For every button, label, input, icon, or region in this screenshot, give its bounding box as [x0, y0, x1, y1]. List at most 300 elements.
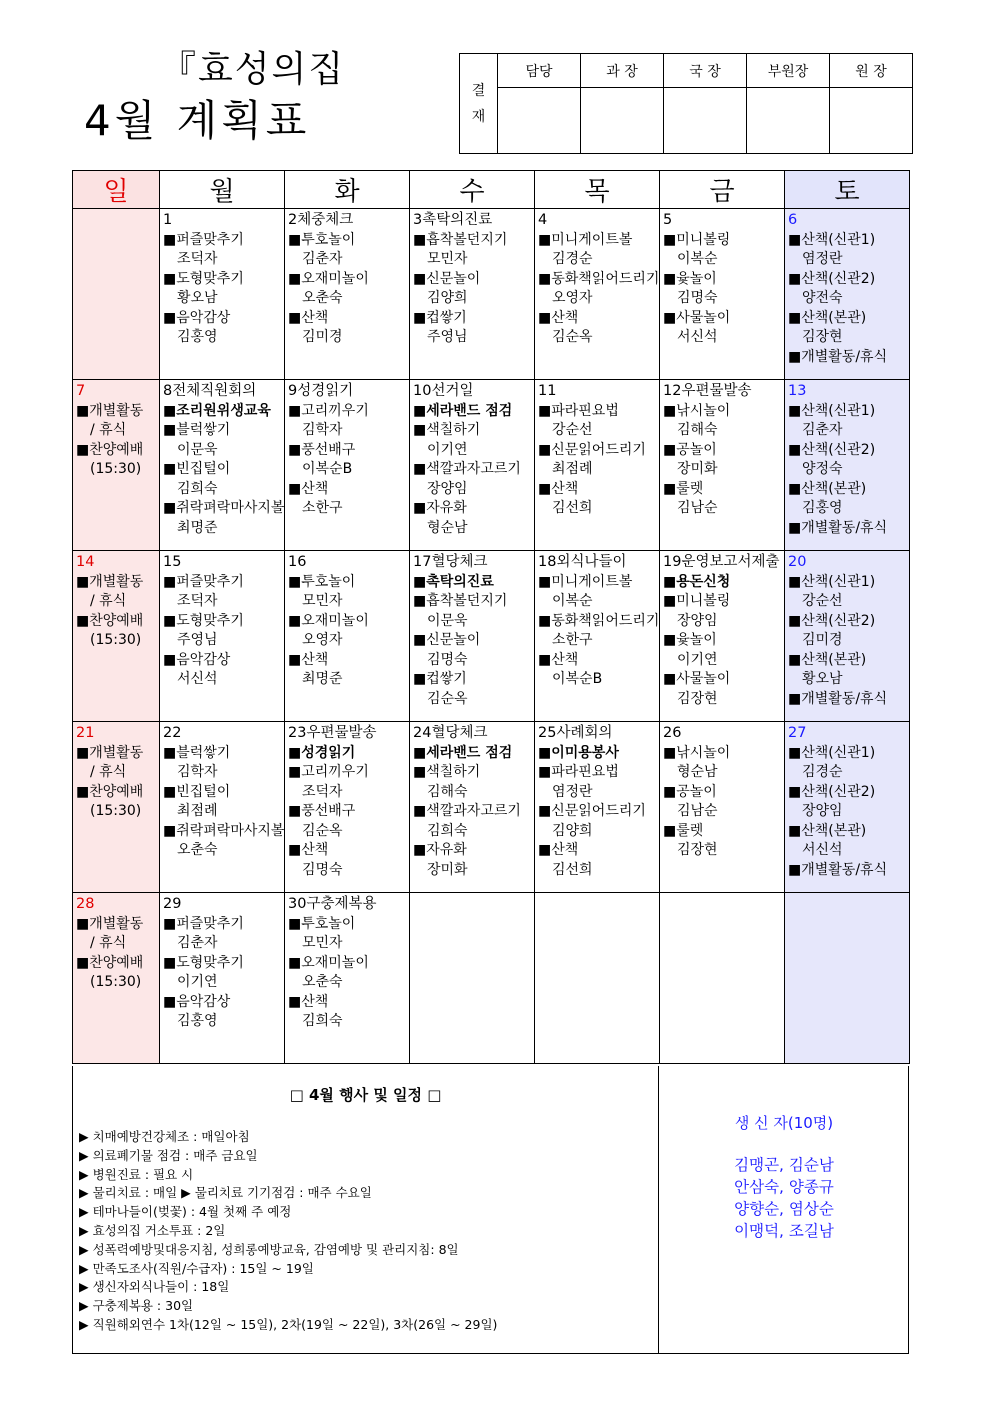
day-cell-content	[535, 380, 659, 519]
activity-assignee: 김순옥	[427, 690, 468, 707]
activity-item: ■쥐락펴락마사지볼	[163, 500, 284, 516]
day-cell	[535, 722, 660, 893]
activity-assignee: 모민자	[427, 251, 468, 267]
day-number: 30구충제복용	[288, 896, 377, 912]
day-cell	[160, 380, 285, 551]
event-item: ▶ 의료폐기물 점검 : 매주 금요일	[79, 1147, 258, 1163]
activity-assignee: 강순선	[802, 593, 843, 609]
activity-item: ■투호놀이	[288, 573, 356, 590]
activity-item: ■산책(신관1)	[788, 744, 876, 761]
birthday-list	[659, 1154, 909, 1242]
day-cell-content	[73, 380, 159, 480]
activity-item: ■흡착볼던지기	[413, 593, 508, 609]
events-panel	[73, 1066, 659, 1353]
approval-sign-box	[830, 88, 913, 154]
approval-sign-box	[581, 88, 664, 154]
day-cell	[410, 380, 535, 551]
approval-sign-box	[498, 88, 581, 154]
day-special-event: ■세라밴드 점검	[413, 402, 513, 419]
day-number: 6	[788, 212, 798, 228]
event-item: ▶ 병원진료 : 필요 시	[79, 1166, 194, 1182]
activity-note: (15:30)	[90, 461, 142, 477]
activity-item: ■산책	[538, 651, 579, 668]
activity-item: ■낚시놀이	[663, 744, 731, 761]
day-number: 10선거일	[413, 383, 474, 399]
activity-item: ■산책(신관1)	[788, 231, 876, 248]
calendar-table	[72, 170, 910, 1064]
activity-item: ■투호놀이	[288, 231, 356, 248]
activity-item: ■도형맞추기	[163, 954, 244, 971]
day-cell-content	[285, 722, 409, 880]
activity-item: ■블럭쌓기	[163, 744, 231, 761]
day-cell-content	[73, 893, 159, 993]
activity-item: ■미니볼링	[663, 231, 731, 248]
day-number: 14	[76, 554, 95, 570]
day-number: 15	[163, 554, 182, 570]
activity-item: ■산책(본관)	[788, 480, 867, 497]
activity-item: ■산책	[288, 309, 329, 326]
activity-item: ■퍼즐맞추기	[163, 231, 244, 248]
activity-item: ■파라핀요법	[538, 402, 619, 419]
activity-assignee: 김춘자	[177, 935, 218, 951]
activity-assignee: 장양임	[427, 480, 468, 497]
activity-assignee: 염정란	[802, 251, 843, 267]
day-cell	[410, 551, 535, 722]
day-number: 13	[788, 383, 807, 399]
day-cell-content	[410, 551, 534, 709]
day-cell-content	[535, 893, 659, 895]
day-special-event: ■용돈신청	[663, 573, 731, 590]
activity-assignee: 김장현	[677, 842, 718, 858]
activity-assignee: 김명숙	[302, 861, 343, 878]
approval-table	[459, 53, 913, 154]
activity-item: ■공놀이	[663, 783, 717, 800]
day-number: 17혈당체크	[413, 554, 488, 570]
activity-item: ■빈집털이	[163, 461, 231, 477]
activity-assignee: 최명준	[302, 671, 343, 687]
birthday-line: 김맹곤, 김순남	[734, 1156, 834, 1174]
activity-note: (15:30)	[90, 803, 142, 819]
day-number: 28	[76, 896, 95, 912]
day-number: 19운영보고서제출	[663, 554, 780, 570]
activity-assignee: 김순옥	[552, 329, 593, 345]
activity-assignee: 서신석	[177, 671, 218, 687]
activity-item: ■룰렛	[663, 822, 704, 839]
activity-item: ■개별활동/휴식	[788, 519, 888, 536]
activity-assignee: 오춘숙	[177, 842, 218, 858]
activity-assignee: 이복순B	[302, 461, 353, 477]
activity-assignee: 김해숙	[677, 422, 718, 438]
activity-item: ■낚시놀이	[663, 402, 731, 419]
activity-item: ■산책(신관1)	[788, 402, 876, 419]
activity-assignee: 김경순	[552, 251, 593, 267]
activity-assignee: 오영자	[302, 632, 343, 648]
day-number: 26	[663, 725, 682, 741]
activity-assignee: 장양임	[677, 612, 718, 629]
activity-assignee: 양전숙	[802, 290, 843, 306]
day-cell	[73, 209, 160, 380]
approval-role: 과 장	[581, 54, 664, 88]
day-cell	[785, 380, 910, 551]
weekday-wednesday: 수	[410, 171, 535, 209]
activity-assignee: 이문욱	[427, 612, 468, 629]
day-number: 8전체직원회의	[163, 383, 257, 399]
day-cell-content	[285, 380, 409, 519]
activity-assignee: 오춘숙	[302, 974, 343, 990]
weekday-tuesday: 화	[285, 171, 410, 209]
page-title-line2: 4월 계획표	[84, 96, 311, 145]
activity-assignee: 김선희	[552, 500, 593, 516]
approval-side-label-1: 결	[471, 82, 486, 99]
day-number: 11	[538, 383, 557, 399]
day-cell	[160, 722, 285, 893]
day-cell-content	[660, 209, 784, 348]
weekday-saturday: 토	[785, 171, 910, 209]
day-cell	[535, 209, 660, 380]
day-number: 1	[163, 212, 173, 228]
activity-item: ■산책(신관2)	[788, 612, 876, 629]
activity-item: ■개별활동/휴식	[788, 690, 888, 707]
day-number: 9성경읽기	[288, 383, 354, 399]
day-cell	[160, 209, 285, 380]
activity-assignee: 오영자	[552, 290, 593, 306]
calendar-week-row	[73, 893, 910, 1064]
activity-assignee: 조덕자	[177, 593, 218, 609]
activity-item: ■산책	[288, 993, 329, 1010]
activity-assignee: 김희숙	[302, 1013, 343, 1029]
activity-assignee: 김희숙	[177, 480, 218, 497]
activity-item: ■오재미놀이	[288, 612, 369, 629]
day-cell	[535, 380, 660, 551]
day-cell-content	[660, 380, 784, 519]
day-cell	[285, 209, 410, 380]
day-cell	[785, 722, 910, 893]
day-number: 29	[163, 896, 182, 912]
day-cell-content	[660, 722, 784, 861]
activity-note: / 휴식	[90, 422, 127, 438]
activity-item: ■개별활동	[76, 573, 144, 590]
day-cell-content	[285, 209, 409, 348]
activity-assignee: 김홍영	[177, 329, 218, 345]
day-cell-content	[785, 893, 909, 895]
activity-item: ■개별활동/휴식	[788, 348, 888, 365]
activity-item: ■찬양예배	[76, 783, 144, 800]
day-cell	[285, 722, 410, 893]
activity-item: ■퍼즐맞추기	[163, 573, 244, 590]
activity-item: ■산책	[538, 842, 579, 858]
event-item: ▶ 성폭력예방및대응지침, 성희롱예방교육, 감염예방 및 관리지침: 8일	[79, 1241, 459, 1257]
activity-assignee: 김학자	[302, 422, 343, 438]
activity-item: ■빈집털이	[163, 783, 231, 800]
activity-item: ■풍선배구	[288, 803, 356, 819]
day-cell	[660, 551, 785, 722]
day-cell	[73, 380, 160, 551]
activity-assignee: 김학자	[177, 764, 218, 780]
activity-item: ■개별활동	[76, 402, 144, 419]
activity-assignee: 이복순B	[552, 671, 603, 687]
day-cell-content	[410, 209, 534, 348]
day-number: 7	[76, 383, 86, 399]
activity-item: ■산책(본관)	[788, 309, 867, 326]
events-list	[79, 1128, 497, 1335]
day-cell-content	[73, 551, 159, 651]
day-cell-content	[160, 551, 284, 690]
activity-item: ■산책	[288, 842, 329, 858]
birthday-line: 안삼숙, 양종규	[734, 1178, 834, 1196]
activity-assignee: 이기연	[427, 441, 468, 458]
day-number: 20	[788, 554, 807, 570]
activity-item: ■음악감상	[163, 993, 231, 1010]
activity-assignee: 최명준	[177, 519, 218, 536]
activity-item: ■블럭쌓기	[163, 422, 231, 438]
activity-item: ■투호놀이	[288, 915, 356, 932]
day-cell	[73, 893, 160, 1064]
activity-item: ■사물놀이	[663, 309, 731, 326]
day-cell-content	[410, 893, 534, 895]
activity-item: ■개별활동/휴식	[788, 861, 888, 878]
activity-item: ■신문읽어드리기	[538, 803, 646, 819]
activity-item: ■산책(본관)	[788, 651, 867, 668]
activity-assignee: 김명숙	[677, 290, 718, 306]
activity-item: ■파라핀요법	[538, 764, 619, 780]
activity-item: ■흡착볼던지기	[413, 231, 508, 248]
activity-item: ■윷놀이	[663, 270, 717, 287]
bottom-section	[72, 1066, 909, 1354]
day-cell	[285, 551, 410, 722]
event-item: ▶ 구충제복용 : 30일	[79, 1298, 194, 1314]
day-cell	[160, 893, 285, 1064]
activity-item: ■산책(신관2)	[788, 783, 876, 800]
activity-item: ■동화책읽어드리기	[538, 612, 659, 629]
activity-assignee: 김해숙	[427, 783, 468, 800]
day-cell	[410, 722, 535, 893]
activity-item: ■산책(신관2)	[788, 441, 876, 458]
activity-item: ■도형맞추기	[163, 612, 244, 629]
activity-assignee: 형순남	[427, 519, 468, 536]
activity-item: ■윷놀이	[663, 632, 717, 648]
activity-item: ■신문놀이	[413, 632, 481, 648]
approval-sign-box	[664, 88, 747, 154]
activity-item: ■산책	[288, 651, 329, 668]
activity-item: ■산책	[538, 309, 579, 326]
activity-assignee: 이복순	[677, 251, 718, 267]
day-cell-content	[160, 893, 284, 1032]
day-cell-content	[535, 209, 659, 348]
activity-assignee: 강순선	[552, 422, 593, 438]
day-cell-content	[73, 209, 159, 211]
birthday-line: 양향순, 염상순	[734, 1200, 834, 1218]
activity-item: ■산책	[538, 480, 579, 497]
day-cell	[535, 893, 660, 1064]
activity-note: / 휴식	[90, 593, 127, 609]
event-item: ▶ 테마나들이(벚꽃) : 4월 첫째 주 예정	[79, 1204, 292, 1220]
activity-note: / 휴식	[90, 764, 127, 780]
activity-assignee: 김양희	[427, 290, 468, 306]
day-number: 18외식나들이	[538, 554, 627, 570]
activity-assignee: 김남순	[677, 803, 718, 819]
activity-assignee: 김선희	[552, 861, 593, 878]
activity-item: ■컵쌓기	[413, 671, 467, 687]
day-special-event: ■이미용봉사	[538, 744, 619, 761]
day-number: 23우편물발송	[288, 725, 377, 741]
activity-assignee: 김미경	[302, 329, 343, 345]
activity-assignee: 주영님	[177, 632, 218, 648]
activity-assignee: 김양희	[552, 822, 593, 839]
activity-item: ■미니게이트볼	[538, 231, 633, 248]
activity-assignee: 김춘자	[302, 251, 343, 267]
calendar-week-row	[73, 722, 910, 893]
activity-assignee: 조덕자	[302, 783, 343, 800]
birthday-line: 이맹덕, 조길남	[734, 1222, 834, 1240]
activity-assignee: 이복순	[552, 593, 593, 609]
activity-item: ■찬양예배	[76, 954, 144, 971]
activity-item: ■음악감상	[163, 651, 231, 668]
activity-assignee: 이기연	[677, 651, 718, 668]
day-number: 3촉탁의진료	[413, 212, 493, 228]
approval-role: 원 장	[830, 54, 913, 88]
day-cell	[73, 551, 160, 722]
activity-assignee: 주영님	[427, 329, 468, 345]
activity-item: ■동화책읽어드리기	[538, 270, 659, 287]
day-cell-content	[535, 722, 659, 880]
day-cell-content	[660, 893, 784, 895]
activity-item: ■자유화	[413, 842, 467, 858]
day-cell	[410, 209, 535, 380]
day-special-event: ■세라밴드 점검	[413, 744, 513, 761]
day-number: 21	[76, 725, 95, 741]
activity-item: ■고리끼우기	[288, 402, 369, 419]
activity-assignee: 김홍영	[177, 1013, 218, 1029]
day-cell	[535, 551, 660, 722]
day-cell-content	[785, 722, 909, 880]
day-cell-content	[410, 722, 534, 880]
activity-note: (15:30)	[90, 632, 142, 648]
day-number: 25사례회의	[538, 725, 613, 741]
activity-item: ■신문놀이	[413, 270, 481, 287]
event-item: ▶ 효성의집 거소투표 : 2일	[79, 1222, 226, 1238]
day-cell-content	[160, 209, 284, 348]
day-cell	[73, 722, 160, 893]
activity-assignee: 서신석	[802, 842, 843, 858]
activity-assignee: 모민자	[302, 935, 343, 951]
day-number: 27	[788, 725, 807, 741]
activity-assignee: 김장현	[677, 690, 718, 707]
day-special-event: ■조리원위생교육	[163, 402, 271, 419]
day-cell-content	[785, 551, 909, 709]
activity-item: ■색칠하기	[413, 764, 481, 780]
day-cell	[660, 380, 785, 551]
birthday-title: 생 신 자(10명)	[734, 1114, 834, 1132]
day-cell-content	[285, 551, 409, 690]
day-cell-content	[410, 380, 534, 538]
event-item: ▶ 만족도조사(직원/수급자) : 15일 ~ 19일	[79, 1260, 314, 1276]
day-number: 4	[538, 212, 548, 228]
activity-assignee: 소한구	[302, 500, 343, 516]
activity-item: ■자유화	[413, 500, 467, 516]
activity-note: (15:30)	[90, 974, 142, 990]
day-special-event: ■성경읽기	[288, 744, 356, 761]
activity-assignee: 양정숙	[802, 461, 843, 477]
activity-assignee: 김장현	[802, 329, 843, 345]
activity-assignee: 김순옥	[302, 822, 343, 839]
weekday-friday: 금	[660, 171, 785, 209]
day-cell-content	[160, 380, 284, 538]
activity-assignee: 이기연	[177, 974, 218, 990]
activity-item: ■개별활동	[76, 744, 144, 761]
day-cell-content	[160, 722, 284, 861]
activity-assignee: 장양임	[802, 803, 843, 819]
event-item: ▶ 생신자외식나들이 : 18일	[79, 1279, 230, 1295]
activity-item: ■컵쌓기	[413, 309, 467, 326]
day-number: 24혈당체크	[413, 725, 488, 741]
activity-item: ■도형맞추기	[163, 270, 244, 287]
activity-assignee: 김춘자	[802, 422, 843, 438]
approval-role: 담당	[498, 54, 581, 88]
day-cell-content	[785, 380, 909, 538]
day-cell-content	[785, 209, 909, 367]
activity-item: ■신문읽어드리기	[538, 441, 646, 458]
approval-role: 부원장	[747, 54, 830, 88]
weekday-monday: 월	[160, 171, 285, 209]
event-item: ▶ 치매예방건강체조 : 매일아침	[79, 1129, 250, 1144]
activity-assignee: 김남순	[677, 500, 718, 516]
approval-side-label-2: 재	[471, 108, 486, 125]
activity-assignee: 최점례	[177, 803, 218, 819]
day-number: 2체중체크	[288, 212, 354, 228]
approval-role: 국 장	[664, 54, 747, 88]
weekday-sunday: 일	[73, 171, 160, 209]
day-cell	[785, 893, 910, 1064]
day-cell	[160, 551, 285, 722]
day-cell	[285, 893, 410, 1064]
activity-assignee: 이문욱	[177, 441, 218, 458]
weekday-thursday: 목	[535, 171, 660, 209]
activity-item: ■공놀이	[663, 441, 717, 458]
day-cell	[660, 209, 785, 380]
activity-assignee: 염정란	[552, 783, 593, 800]
activity-item: ■찬양예배	[76, 441, 144, 458]
activity-item: ■산책(신관1)	[788, 573, 876, 590]
day-cell-content	[73, 722, 159, 822]
calendar-week-row	[73, 551, 910, 722]
day-cell-content	[535, 551, 659, 690]
birthday-panel	[659, 1066, 909, 1353]
activity-item: ■음악감상	[163, 309, 231, 326]
day-cell	[285, 380, 410, 551]
day-number: 16	[288, 554, 307, 570]
activity-assignee: 장미화	[677, 461, 718, 477]
day-cell	[785, 551, 910, 722]
activity-item: ■미니볼링	[663, 593, 731, 609]
activity-item: ■미니게이트볼	[538, 573, 633, 590]
activity-item: ■색칠하기	[413, 422, 481, 438]
day-number: 22	[163, 725, 182, 741]
activity-assignee: 김희숙	[427, 822, 468, 839]
activity-assignee: 장미화	[427, 861, 468, 878]
approval-side-label	[460, 54, 498, 154]
approval-sign-box	[747, 88, 830, 154]
day-special-event: ■촉탁의진료	[413, 573, 494, 590]
day-cell-content	[285, 893, 409, 1032]
activity-item: ■풍선배구	[288, 441, 356, 458]
activity-assignee: 모민자	[302, 593, 343, 609]
activity-note: / 휴식	[90, 935, 127, 951]
activity-assignee: 최점례	[552, 461, 593, 477]
events-title: □ 4월 행사 및 일정 □	[289, 1086, 442, 1104]
day-cell	[660, 893, 785, 1064]
day-number: 5	[663, 212, 673, 228]
day-cell	[410, 893, 535, 1064]
